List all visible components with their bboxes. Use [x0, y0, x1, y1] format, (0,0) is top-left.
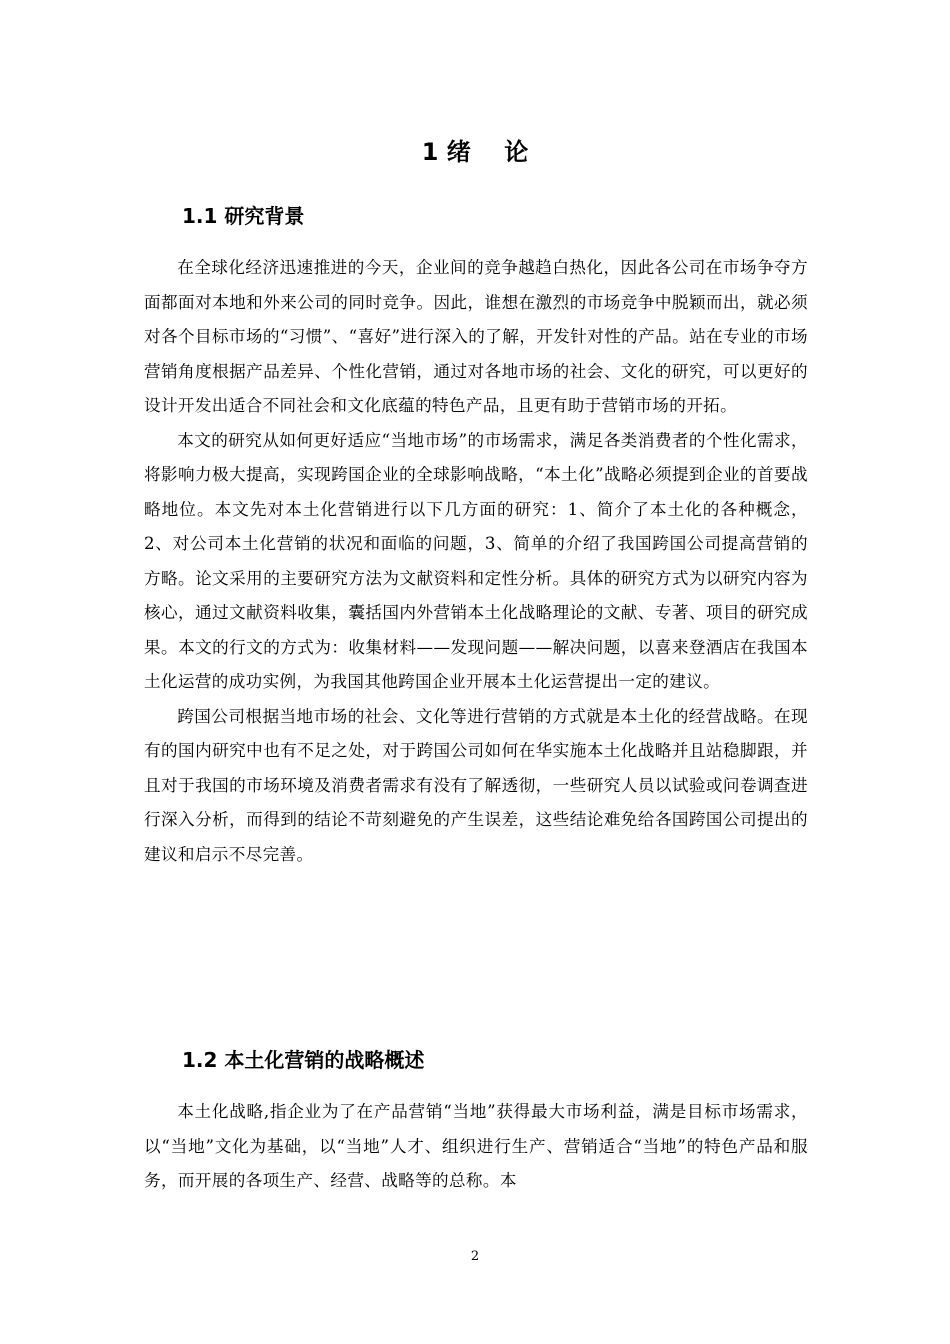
paragraph: 本土化战略,指企业为了在产品营销“当地”获得最大市场利益，满是目标市场需求，以“当地”文化为基础，以“当地”人才、组织进行生产、营销适合“当地”的特色产品和服务，而开展的各项生产、经营、战略等的总称。本: [144, 1102, 808, 1190]
section-title-1-2: 1.2 本土化营销的战略概述: [182, 1048, 425, 1072]
section-1-1-body: [144, 251, 808, 872]
paragraph: 跨国公司根据当地市场的社会、文化等进行营销的方式就是本土化的经营战略。在现有的国内研究中也有不足之处，对于跨国公司如何在华实施本土化战略并且站稳脚跟，并且对于我国的市场环境及消费者需求有没有了解透彻，一些研究人员以试验或问卷调查进行深入分析，而得到的结论不苛刻避免的产生误差，这些结论难免给各国跨国公司提出的建议和启示不尽完善。: [144, 706, 808, 864]
page-number: 2: [470, 1249, 480, 1264]
paragraph: 本文的研究从如何更好适应“当地市场”的市场需求，满足各类消费者的个性化需求，将影响力极大提高，实现跨国企业的全球影响战略，“本土化”战略必须提到企业的首要战略地位。本文先对本土化营销进行以下几方面的研究：1、简介了本土化的各种概念，2、对公司本土化营销的状况和面临的问题，3、简单的介绍了我国跨国公司提高营销的方略。论文采用的主要研究方法为文献资料和定性分析。具体的研究方式为以研究内容为核心，通过文献资料收集，囊括国内外营销本土化战略理论的文献、专著、项目的研究成果。本文的行文的方式为：收集材料——发现问题——解决问题，以喜来登酒店在我国本土化运营的成功实例，为我国其他跨国企业开展本土化运营提出一定的建议。: [144, 430, 808, 691]
section-1-2-body: [144, 1095, 808, 1199]
paragraph: 在全球化经济迅速推进的今天，企业间的竞争越趋白热化，因此各公司在市场争夺方面都面对本地和外来公司的同时竞争。因此，谁想在激烈的市场竞争中脱颖而出，就必须对各个目标市场的“习惯”、“喜好”进行深入的了解，开发针对性的产品。站在专业的市场营销角度根据产品差异、个性化营销，通过对各地市场的社会、文化的研究，可以更好的设计开发出适合不同社会和文化底蕴的特色产品，且更有助于营销市场的开拓。: [144, 258, 808, 415]
section-title-1-1: 1.1 研究背景: [182, 204, 305, 228]
chapter-title: 1 绪 论: [421, 138, 529, 166]
